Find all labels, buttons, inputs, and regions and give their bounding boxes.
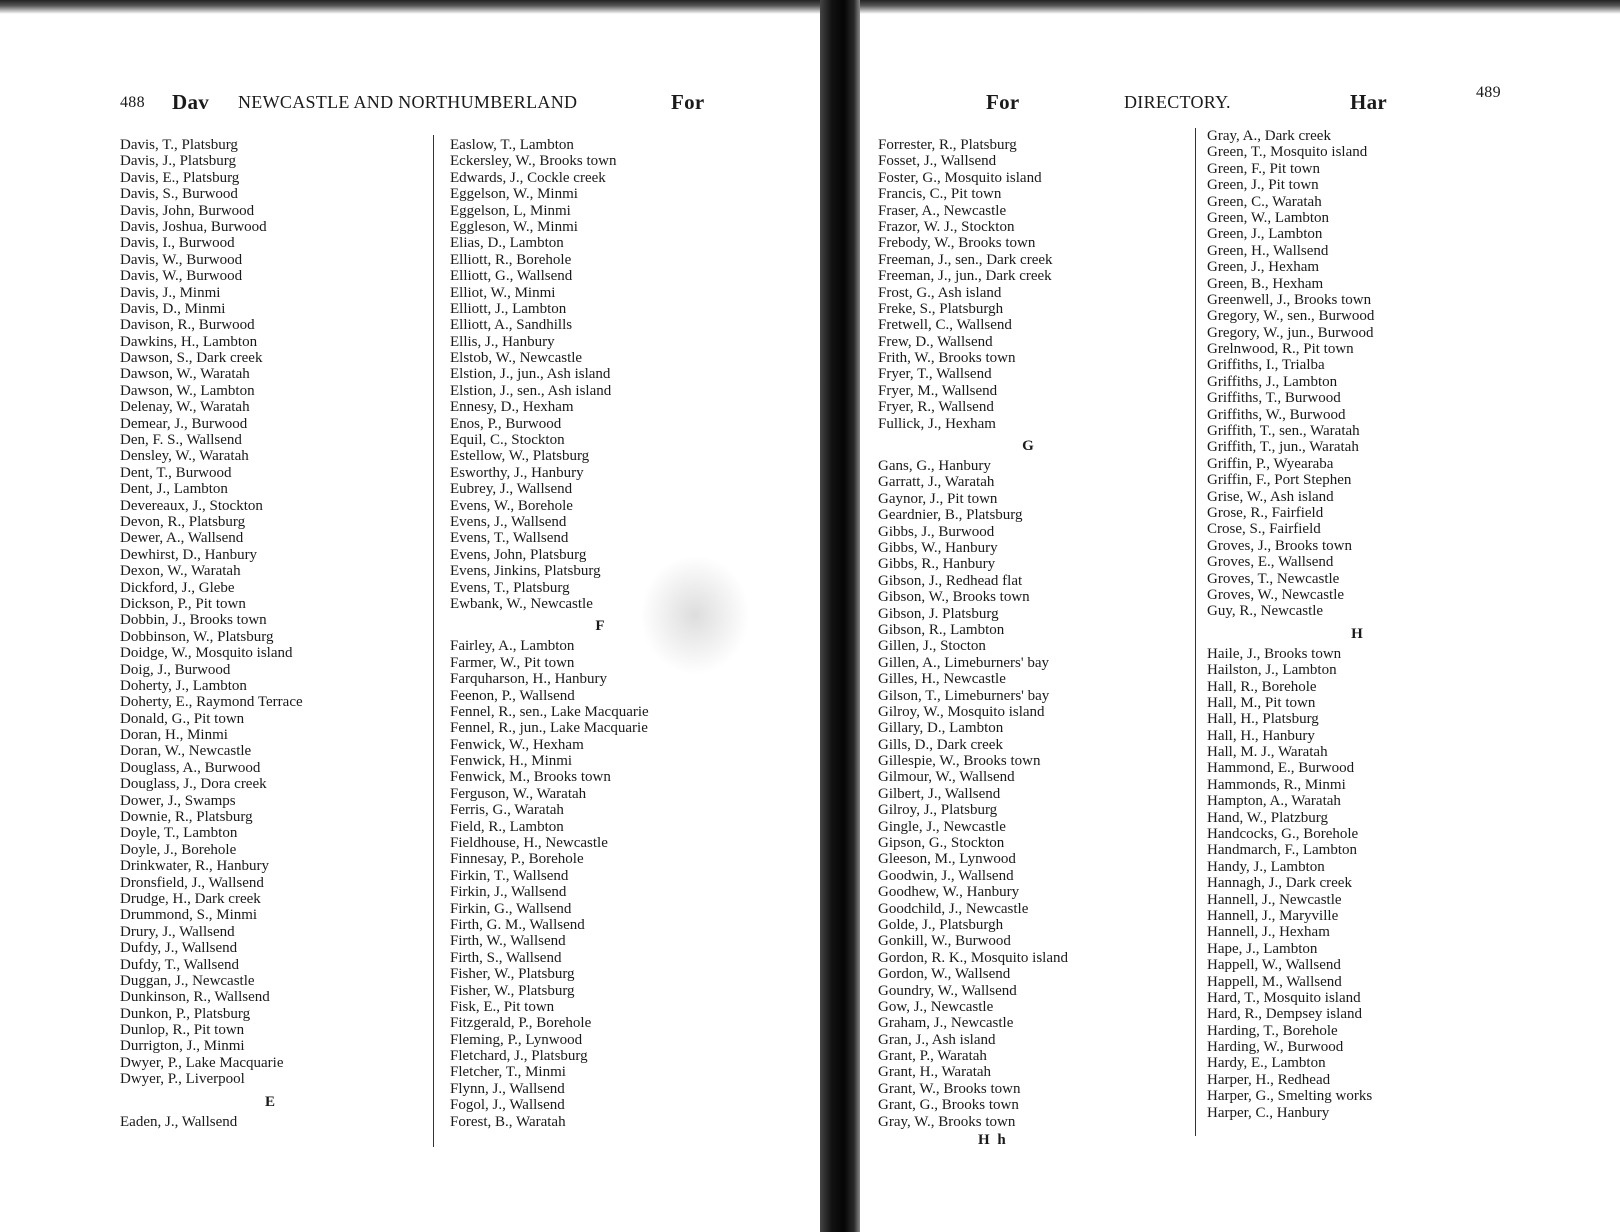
directory-entry: Hailston, J., Lambton bbox=[1207, 662, 1337, 679]
directory-entry: Dawkins, H., Lambton bbox=[120, 333, 258, 350]
directory-entry: Grelnwood, R., Pit town bbox=[1207, 341, 1354, 358]
directory-entry: Farquharson, H., Hanbury bbox=[450, 671, 608, 688]
directory-entry: Grant, W., Brooks town bbox=[878, 1080, 1021, 1097]
directory-entry: Ellis, J., Hanbury bbox=[450, 333, 555, 350]
section-letter: E bbox=[264, 1093, 275, 1110]
directory-entry: Fraser, A., Newcastle bbox=[878, 202, 1007, 219]
directory-entry: Forest, B., Waratah bbox=[450, 1113, 566, 1130]
directory-entry: Grise, W., Ash island bbox=[1207, 488, 1334, 505]
directory-entry: Grant, H., Waratah bbox=[878, 1064, 992, 1081]
directory-entry: Crose, S., Fairfield bbox=[1207, 521, 1321, 538]
directory-entry: Eaden, J., Wallsend bbox=[120, 1113, 238, 1130]
directory-entry: Fennel, R., jun., Lake Macquarie bbox=[450, 720, 648, 737]
directory-entry: Feenon, P., Wallsend bbox=[450, 687, 575, 704]
directory-entry: Goodchild, J., Newcastle bbox=[878, 900, 1029, 917]
directory-entry: Fennel, R., sen., Lake Macquarie bbox=[450, 703, 649, 720]
directory-entry: Groves, W., Newcastle bbox=[1207, 586, 1345, 603]
directory-entry: Griffith, T., sen., Waratah bbox=[1207, 423, 1360, 440]
directory-entry: Eggelson, L, Minmi bbox=[450, 202, 571, 219]
directory-entry: Gibson, J., Redhead flat bbox=[878, 572, 1023, 589]
directory-entry: Gray, A., Dark creek bbox=[1207, 128, 1331, 144]
left-catchword-last: For bbox=[671, 90, 705, 114]
directory-entry: Gibson, R., Lambton bbox=[878, 621, 1005, 638]
directory-entry: Davis, E., Platsburg bbox=[120, 169, 240, 186]
directory-entry: Forrester, R., Platsburg bbox=[878, 137, 1017, 153]
directory-entry: Flynn, J., Wallsend bbox=[450, 1080, 565, 1097]
directory-entry: Grant, P., Waratah bbox=[878, 1048, 987, 1065]
directory-entry: Harding, W., Burwood bbox=[1207, 1039, 1344, 1056]
directory-entry: Duggan, J., Newcastle bbox=[120, 972, 255, 989]
directory-entry: Dwyer, P., Liverpool bbox=[120, 1071, 245, 1088]
directory-entry: Handcocks, G., Borehole bbox=[1207, 826, 1359, 843]
left-page-number: 488 bbox=[120, 94, 145, 111]
directory-entry: Hannagh, J., Dark creek bbox=[1207, 875, 1352, 892]
directory-entry: Happell, W., Wallsend bbox=[1207, 957, 1341, 974]
directory-entry: Frebody, W., Brooks town bbox=[878, 235, 1036, 252]
directory-entry: Green, F., Pit town bbox=[1207, 160, 1320, 177]
directory-entry: Harper, H., Redhead bbox=[1207, 1071, 1331, 1088]
directory-entry: Fosset, J., Wallsend bbox=[878, 153, 997, 170]
directory-entry: Gilbert, J., Wallsend bbox=[878, 785, 1001, 802]
directory-entry: Ferguson, W., Waratah bbox=[450, 785, 587, 802]
directory-entry: Goundry, W., Wallsend bbox=[878, 982, 1017, 999]
section-letter: H bbox=[1351, 625, 1363, 642]
directory-entry: Davis, J., Minmi bbox=[120, 284, 221, 301]
directory-entry: Gray, W., Brooks town bbox=[878, 1113, 1016, 1130]
right-catchword-last: Har bbox=[1350, 90, 1388, 114]
left-column-rule bbox=[433, 135, 434, 1147]
directory-entry: Fogol, J., Wallsend bbox=[450, 1097, 565, 1114]
directory-entry: Freeman, J., jun., Dark creek bbox=[878, 268, 1052, 285]
directory-entry: Evens, T., Platsburg bbox=[450, 579, 570, 596]
directory-entry: Dexon, W., Waratah bbox=[120, 563, 241, 580]
right-column-rule bbox=[1195, 128, 1196, 1136]
directory-entry: Davis, J., Platsburg bbox=[120, 153, 236, 170]
directory-entry: Fenwick, H., Minmi bbox=[450, 753, 573, 770]
directory-entry: Gleeson, M., Lynwood bbox=[878, 851, 1016, 868]
right-page-number: 489 bbox=[1476, 84, 1501, 101]
directory-entry: Hannell, J., Hexham bbox=[1207, 924, 1330, 941]
left-column-1 bbox=[120, 137, 420, 1130]
directory-entry: Fairley, A., Lambton bbox=[450, 638, 575, 655]
directory-entry: Gillen, J., Stocton bbox=[878, 638, 986, 655]
directory-entry: Dawson, W., Waratah bbox=[120, 366, 250, 383]
directory-entry: Den, F. S., Wallsend bbox=[120, 432, 242, 449]
directory-entry: Gordon, W., Wallsend bbox=[878, 966, 1011, 983]
directory-entry: Hall, H., Platsburg bbox=[1207, 711, 1319, 728]
directory-entry: Griffin, P., Wyearaba bbox=[1207, 455, 1334, 472]
directory-entry: Fenwick, W., Hexham bbox=[450, 736, 584, 753]
directory-entry: Fieldhouse, H., Newcastle bbox=[450, 835, 608, 852]
directory-entry: Evens, Jinkins, Platsburg bbox=[450, 563, 601, 580]
directory-entry: Estellow, W., Platsburg bbox=[450, 448, 590, 465]
directory-entry: Fleming, P., Lynwood bbox=[450, 1031, 583, 1048]
directory-entry: Firth, W., Wallsend bbox=[450, 933, 566, 950]
directory-entry: Elstion, J., sen., Ash island bbox=[450, 382, 612, 399]
directory-entry: Doidge, W., Mosquito island bbox=[120, 645, 293, 662]
directory-entry: Davis, John, Burwood bbox=[120, 202, 255, 219]
right-page bbox=[860, 0, 1620, 1232]
directory-entry: Gonkill, W., Burwood bbox=[878, 933, 1011, 950]
directory-entry: Handy, J., Lambton bbox=[1207, 858, 1325, 875]
directory-entry: Hall, H., Hanbury bbox=[1207, 727, 1315, 744]
directory-entry: Davis, S., Burwood bbox=[120, 186, 238, 203]
directory-entry: Gilroy, W., Mosquito island bbox=[878, 703, 1045, 720]
directory-entry: Gipson, G., Stockton bbox=[878, 835, 1005, 852]
directory-entry: Griffiths, J., Lambton bbox=[1207, 373, 1338, 390]
directory-entry: Hard, R., Dempsey island bbox=[1207, 1006, 1362, 1023]
directory-entry: Grant, G., Brooks town bbox=[878, 1097, 1019, 1114]
directory-entry: Fisher, W., Platsburg bbox=[450, 982, 575, 999]
directory-entry: Dunkon, P., Platsburg bbox=[120, 1005, 251, 1022]
left-running-title: NEWCASTLE AND NORTHUMBERLAND bbox=[238, 92, 578, 112]
directory-entry: Gilson, T., Limeburners' bay bbox=[878, 687, 1050, 704]
directory-entry: Elliot, W., Minmi bbox=[450, 284, 556, 301]
directory-entry: Elstion, J., jun., Ash island bbox=[450, 366, 611, 383]
directory-entry: Dobbin, J., Brooks town bbox=[120, 612, 267, 629]
directory-entry: Hammond, E., Burwood bbox=[1207, 760, 1355, 777]
directory-entry: Fisher, W., Platsburg bbox=[450, 966, 575, 983]
ink-smudge bbox=[640, 555, 750, 675]
directory-entry: Gran, J., Ash island bbox=[878, 1031, 996, 1048]
directory-entry: Groves, E., Wallsend bbox=[1207, 554, 1334, 571]
directory-entry: Hard, T., Mosquito island bbox=[1207, 989, 1361, 1006]
directory-entry: Davison, R., Burwood bbox=[120, 317, 255, 334]
directory-entry: Gregory, W., jun., Burwood bbox=[1207, 324, 1374, 341]
directory-entry: Downie, R., Platsburg bbox=[120, 809, 253, 826]
directory-entry: Devereaux, J., Stockton bbox=[120, 497, 263, 514]
directory-entry: Hall, M. J., Waratah bbox=[1207, 744, 1328, 761]
directory-entry: Firkin, G., Wallsend bbox=[450, 900, 572, 917]
directory-entry: Evens, W., Borehole bbox=[450, 497, 573, 514]
directory-entry: Gingle, J., Newcastle bbox=[878, 818, 1006, 835]
directory-entry: Dufdy, J., Wallsend bbox=[120, 940, 238, 957]
directory-entry: Hape, J., Lambton bbox=[1207, 940, 1318, 957]
directory-entry: Evens, John, Platsburg bbox=[450, 546, 587, 563]
directory-entry: Gow, J., Newcastle bbox=[878, 998, 994, 1015]
right-catchword-first: For bbox=[986, 90, 1020, 114]
directory-entry: Davis, I., Burwood bbox=[120, 235, 235, 252]
directory-entry: Eckersley, W., Brooks town bbox=[450, 153, 617, 170]
directory-entry: Drummond, S., Minmi bbox=[120, 907, 258, 924]
directory-entry: Dewhirst, D., Hanbury bbox=[120, 546, 258, 563]
directory-entry: Dent, J., Lambton bbox=[120, 481, 228, 498]
directory-entry: Gans, G., Hanbury bbox=[878, 458, 991, 475]
directory-entry: Green, J., Pit town bbox=[1207, 177, 1319, 194]
directory-entry: Davis, D., Minmi bbox=[120, 300, 226, 317]
directory-entry: Gilroy, J., Platsburg bbox=[878, 802, 998, 819]
directory-entry: Harding, T., Borehole bbox=[1207, 1022, 1338, 1039]
directory-entry: Doig, J., Burwood bbox=[120, 661, 231, 678]
directory-entry: Griffin, F., Port Stephen bbox=[1207, 472, 1352, 489]
directory-entry: Grose, R., Fairfield bbox=[1207, 504, 1324, 521]
right-page-header bbox=[860, 84, 1620, 118]
directory-entry: Dunlop, R., Pit town bbox=[120, 1022, 245, 1039]
directory-entry: Eggleson, W., Minmi bbox=[450, 218, 578, 235]
directory-entry: Doyle, T., Lambton bbox=[120, 825, 238, 842]
directory-entry: Dower, J., Swamps bbox=[120, 792, 236, 809]
directory-entry: Firkin, J., Wallsend bbox=[450, 884, 567, 901]
directory-entry: Garratt, J., Waratah bbox=[878, 474, 995, 491]
directory-entry: Gordon, R. K., Mosquito island bbox=[878, 949, 1069, 966]
directory-entry: Fenwick, M., Brooks town bbox=[450, 769, 611, 786]
directory-entry: Fryer, T., Wallsend bbox=[878, 366, 992, 383]
directory-entry: Densley, W., Waratah bbox=[120, 448, 249, 465]
directory-entry: Griffiths, T., Burwood bbox=[1207, 390, 1341, 407]
directory-entry: Elliott, J., Lambton bbox=[450, 300, 567, 317]
left-page-header bbox=[0, 92, 820, 118]
directory-entry: Frazor, W. J., Stockton bbox=[878, 218, 1015, 235]
directory-entry: Donald, G., Pit town bbox=[120, 710, 245, 727]
directory-entry: Groves, J., Brooks town bbox=[1207, 537, 1352, 554]
directory-entry: Finnesay, P., Borehole bbox=[450, 851, 584, 868]
directory-entry: Evens, J., Wallsend bbox=[450, 513, 567, 530]
directory-entry: Equil, C., Stockton bbox=[450, 432, 565, 449]
directory-entry: Doran, H., Minmi bbox=[120, 727, 228, 744]
directory-entry: Fullick, J., Hexham bbox=[878, 415, 996, 432]
directory-entry: Groves, T., Newcastle bbox=[1207, 570, 1340, 587]
directory-entry: Frith, W., Brooks town bbox=[878, 350, 1016, 367]
directory-entry: Fitzgerald, P., Borehole bbox=[450, 1015, 592, 1032]
directory-entry: Firth, G. M., Wallsend bbox=[450, 916, 585, 933]
directory-entry: Freke, S., Platsburgh bbox=[878, 300, 1004, 317]
directory-entry: Esworthy, J., Hanbury bbox=[450, 464, 584, 481]
directory-entry: Dickson, P., Pit town bbox=[120, 595, 246, 612]
directory-entry: Doherty, E., Raymond Terrace bbox=[120, 694, 303, 711]
directory-entry: Durrigton, J., Minmi bbox=[120, 1038, 245, 1055]
directory-entry: Fletcher, T., Minmi bbox=[450, 1064, 566, 1081]
directory-entry: Field, R., Lambton bbox=[450, 818, 564, 835]
directory-entry: Green, C., Waratah bbox=[1207, 193, 1322, 210]
directory-entry: Francis, C., Pit town bbox=[878, 186, 1002, 203]
directory-entry: Fryer, R., Wallsend bbox=[878, 399, 994, 416]
directory-entry: Green, J., Hexham bbox=[1207, 259, 1320, 276]
left-catchword-first: Dav bbox=[172, 90, 210, 114]
signature-mark: H h bbox=[978, 1132, 1008, 1148]
directory-entry: Griffith, T., jun., Waratah bbox=[1207, 439, 1359, 456]
directory-entry: Dickford, J., Glebe bbox=[120, 579, 235, 596]
directory-entry: Elliott, R., Borehole bbox=[450, 251, 572, 268]
directory-entry: Gilles, H., Newcastle bbox=[878, 671, 1006, 688]
directory-entry: Enos, P., Burwood bbox=[450, 415, 562, 432]
directory-entry: Dent, T., Burwood bbox=[120, 464, 232, 481]
directory-entry: Foster, G., Mosquito island bbox=[878, 169, 1042, 186]
directory-entry: Hand, W., Platzburg bbox=[1207, 809, 1328, 826]
directory-entry: Green, T., Mosquito island bbox=[1207, 144, 1368, 161]
directory-entry: Green, B., Hexham bbox=[1207, 275, 1324, 292]
directory-entry: Dawson, W., Lambton bbox=[120, 382, 255, 399]
directory-entry: Guy, R., Newcastle bbox=[1207, 603, 1324, 620]
directory-entry: Haile, J., Brooks town bbox=[1207, 645, 1342, 662]
directory-entry: Eggelson, W., Minmi bbox=[450, 186, 578, 203]
directory-entry: Gillen, A., Limeburners' bay bbox=[878, 654, 1049, 671]
directory-entry: Doherty, J., Lambton bbox=[120, 677, 247, 694]
directory-entry: Delenay, W., Waratah bbox=[120, 399, 250, 416]
directory-entry: Douglass, J., Dora creek bbox=[120, 776, 267, 793]
directory-entry: Fisk, E., Pit town bbox=[450, 998, 555, 1015]
directory-entry: Gillespie, W., Brooks town bbox=[878, 753, 1041, 770]
directory-entry: Drinkwater, R., Hanbury bbox=[120, 858, 269, 875]
directory-entry: Frost, G., Ash island bbox=[878, 284, 1002, 301]
directory-entry: Gibbs, J., Burwood bbox=[878, 523, 995, 540]
directory-entry: Davis, W., Burwood bbox=[120, 251, 243, 268]
directory-entry: Drury, J., Wallsend bbox=[120, 923, 235, 940]
directory-entry: Harper, C., Hanbury bbox=[1207, 1104, 1330, 1121]
directory-entry: Dawson, S., Dark creek bbox=[120, 350, 263, 367]
directory-entry: Frew, D., Wallsend bbox=[878, 333, 993, 350]
directory-entry: Gibbs, W., Hanbury bbox=[878, 539, 998, 556]
directory-entry: Farmer, W., Pit town bbox=[450, 654, 575, 671]
directory-entry: Demear, J., Burwood bbox=[120, 415, 248, 432]
directory-entry: Gibbs, R., Hanbury bbox=[878, 556, 996, 573]
directory-entry: Griffiths, W., Burwood bbox=[1207, 406, 1346, 423]
directory-entry: Freeman, J., sen., Dark creek bbox=[878, 251, 1053, 268]
directory-entry: Gaynor, J., Pit town bbox=[878, 490, 998, 507]
directory-entry: Dunkinson, R., Wallsend bbox=[120, 989, 270, 1006]
section-letter: F bbox=[595, 618, 605, 635]
directory-entry: Davis, T., Platsburg bbox=[120, 137, 238, 153]
directory-entry: Green, J., Lambton bbox=[1207, 226, 1323, 243]
directory-entry: Dronsfield, J., Wallsend bbox=[120, 874, 264, 891]
directory-entry: Gregory, W., sen., Burwood bbox=[1207, 308, 1375, 325]
directory-entry: Eubrey, J., Wallsend bbox=[450, 481, 573, 498]
directory-entry: Elliott, G., Wallsend bbox=[450, 268, 573, 285]
directory-entry: Ferris, G., Waratah bbox=[450, 802, 564, 819]
directory-entry: Fletchard, J., Platsburg bbox=[450, 1048, 588, 1065]
book-gutter bbox=[820, 0, 860, 1232]
right-column-2 bbox=[1207, 128, 1507, 1121]
directory-entry: Griffiths, I., Trialba bbox=[1207, 357, 1325, 374]
directory-entry: Goodhew, W., Hanbury bbox=[878, 884, 1020, 901]
directory-entry: Hannell, J., Newcastle bbox=[1207, 891, 1342, 908]
directory-entry: Elias, D., Lambton bbox=[450, 235, 564, 252]
directory-entry: Dewer, A., Wallsend bbox=[120, 530, 244, 547]
directory-entry: Graham, J., Newcastle bbox=[878, 1015, 1014, 1032]
directory-entry: Dwyer, P., Lake Macquarie bbox=[120, 1054, 284, 1071]
directory-entry: Davis, Joshua, Burwood bbox=[120, 218, 267, 235]
directory-entry: Elliott, A., Sandhills bbox=[450, 317, 573, 334]
directory-entry: Gillary, D., Lambton bbox=[878, 720, 1004, 737]
directory-entry: Ewbank, W., Newcastle bbox=[450, 595, 593, 612]
directory-entry: Gilmour, W., Wallsend bbox=[878, 769, 1015, 786]
directory-entry: Drudge, H., Dark creek bbox=[120, 890, 261, 907]
directory-entry: Firkin, T., Wallsend bbox=[450, 867, 569, 884]
directory-entry: Doyle, J., Borehole bbox=[120, 841, 237, 858]
directory-entry: Gills, D., Dark creek bbox=[878, 736, 1003, 753]
directory-entry: Gibson, J. Platsburg bbox=[878, 605, 999, 622]
directory-entry: Hampton, A., Waratah bbox=[1207, 793, 1341, 810]
directory-entry: Ennesy, D., Hexham bbox=[450, 399, 574, 416]
directory-entry: Happell, M., Wallsend bbox=[1207, 973, 1342, 990]
directory-entry: Green, H., Wallsend bbox=[1207, 242, 1329, 259]
directory-entry: Evens, T., Wallsend bbox=[450, 530, 569, 547]
directory-entry: Davis, W., Burwood bbox=[120, 268, 243, 285]
right-column-1 bbox=[878, 137, 1178, 1130]
directory-entry: Douglass, A., Burwood bbox=[120, 759, 261, 776]
directory-entry: Gibson, W., Brooks town bbox=[878, 589, 1030, 606]
directory-entry: Dufdy, T., Wallsend bbox=[120, 956, 240, 973]
directory-entry: Devon, R., Platsburg bbox=[120, 513, 246, 530]
directory-entry: Hall, M., Pit town bbox=[1207, 694, 1316, 711]
directory-entry: Handmarch, F., Lambton bbox=[1207, 842, 1358, 859]
directory-entry: Hammonds, R., Minmi bbox=[1207, 776, 1346, 793]
directory-entry: Elstob, W., Newcastle bbox=[450, 350, 583, 367]
directory-entry: Edwards, J., Cockle creek bbox=[450, 169, 606, 186]
section-letter: G bbox=[1022, 438, 1034, 455]
directory-entry: Goodwin, J., Wallsend bbox=[878, 867, 1014, 884]
directory-entry: Harper, G., Smelting works bbox=[1207, 1088, 1373, 1105]
directory-entry: Hannell, J., Maryville bbox=[1207, 907, 1339, 924]
directory-entry: Dobbinson, W., Platsburg bbox=[120, 628, 274, 645]
directory-entry: Easlow, T., Lambton bbox=[450, 137, 574, 153]
directory-entry: Golde, J., Platsburgh bbox=[878, 916, 1004, 933]
directory-entry: Green, W., Lambton bbox=[1207, 209, 1330, 226]
directory-entry: Geardnier, B., Platsburg bbox=[878, 507, 1023, 524]
directory-entry: Doran, W., Newcastle bbox=[120, 743, 252, 760]
directory-entry: Greenwell, J., Brooks town bbox=[1207, 291, 1372, 308]
directory-entry: Hall, R., Borehole bbox=[1207, 678, 1317, 695]
directory-entry: Fryer, M., Wallsend bbox=[878, 382, 998, 399]
directory-entry: Firth, S., Wallsend bbox=[450, 949, 562, 966]
directory-entry: Fretwell, C., Wallsend bbox=[878, 317, 1012, 334]
directory-entry: Hardy, E., Lambton bbox=[1207, 1055, 1326, 1072]
right-running-title: DIRECTORY. bbox=[1124, 92, 1231, 112]
